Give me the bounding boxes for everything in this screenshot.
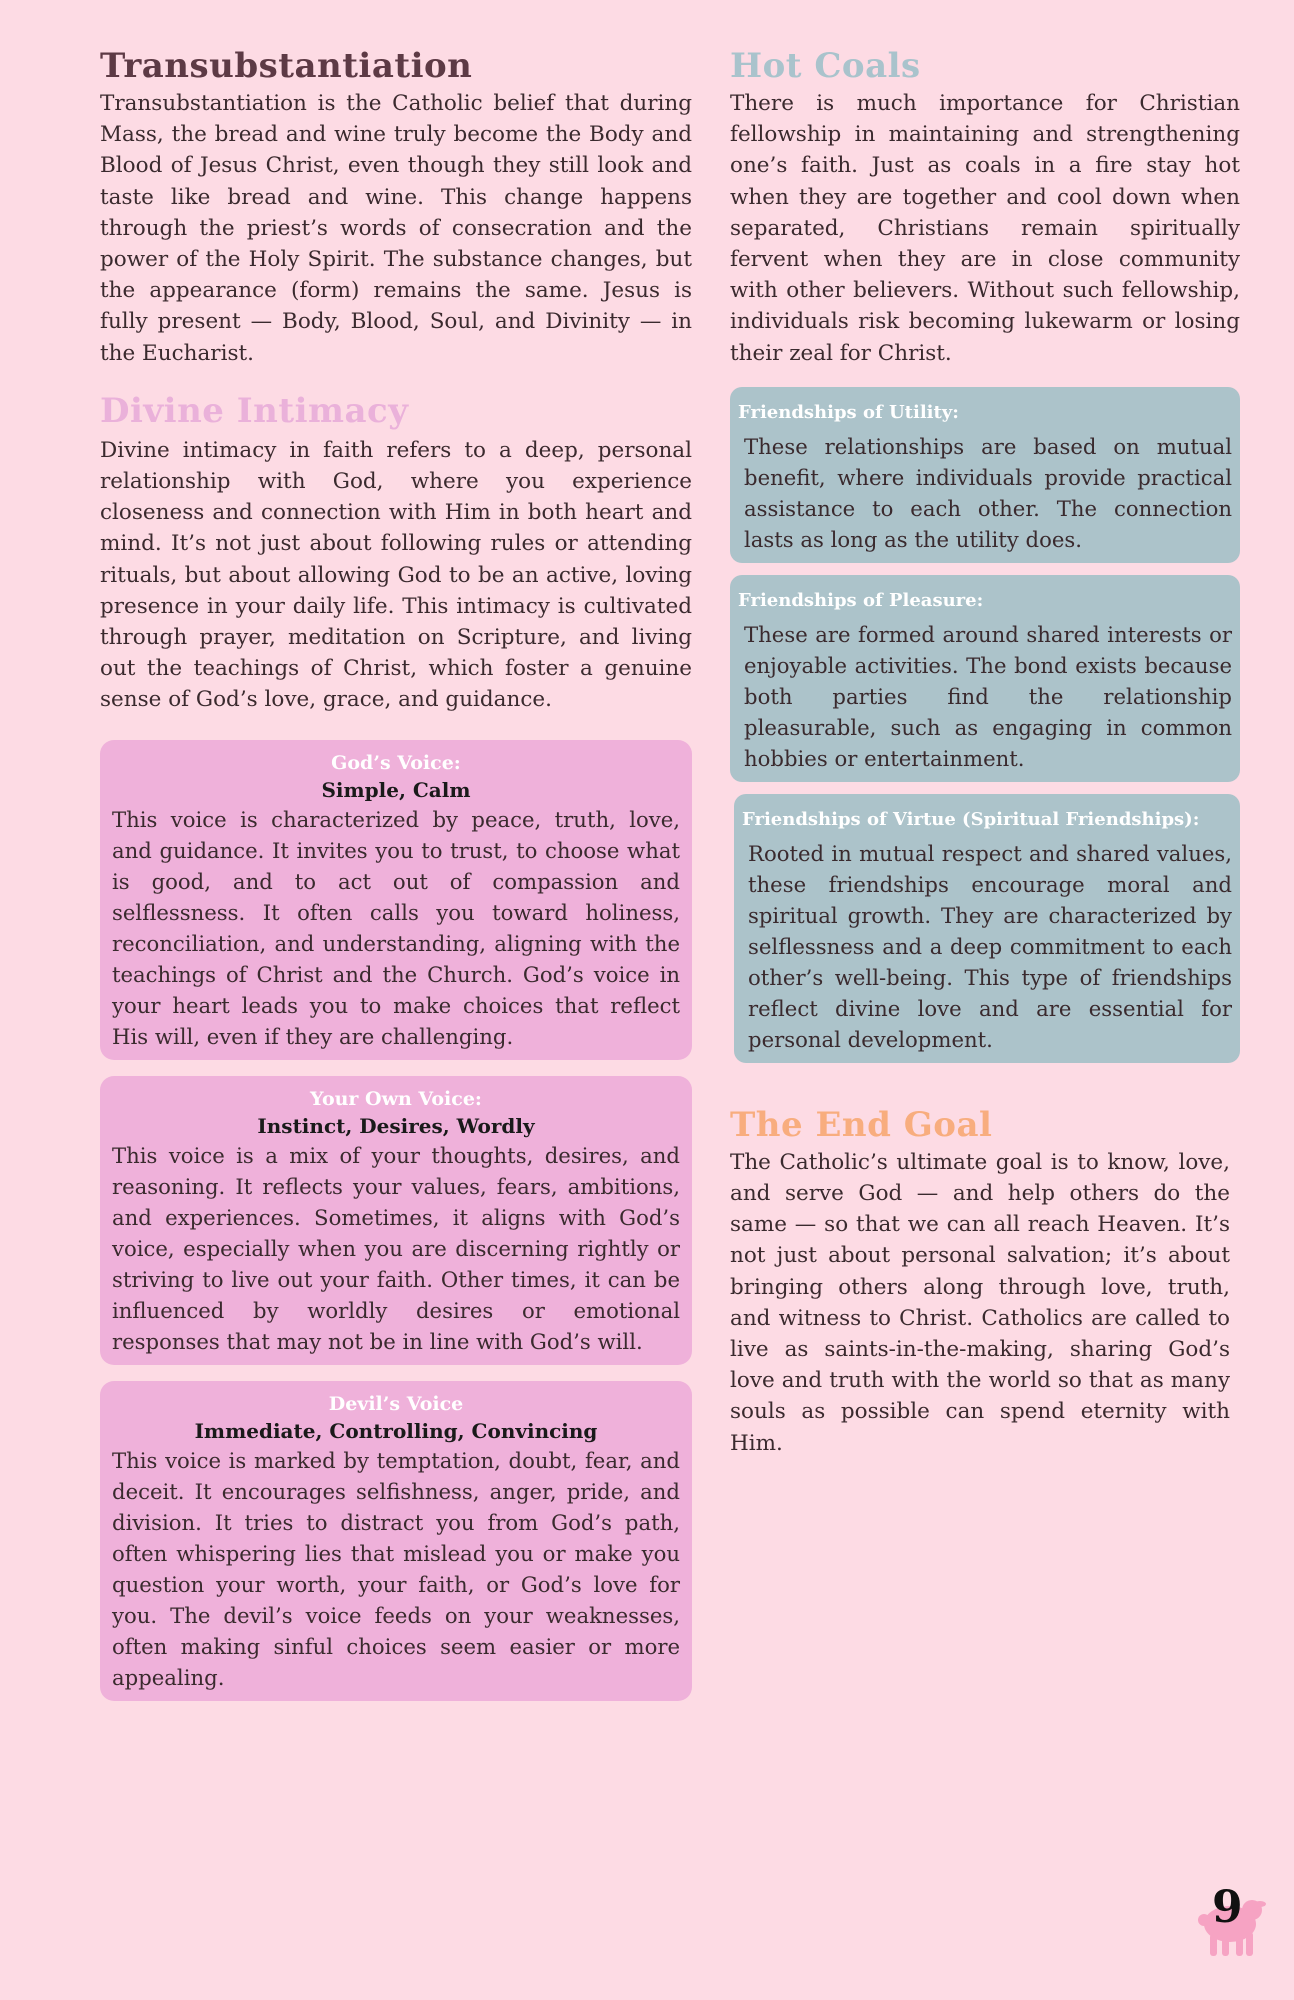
card-text: These are formed around shared interests or enjoyable activities. The bond exists because both parties find the relationship pleasurable, such as engaging in common hobbies or entertainment. (744, 621, 1232, 771)
section-title-hot-coals: Hot Coals (730, 46, 921, 86)
page-number: 9 (1212, 1882, 1243, 1933)
hot-coals-section (730, 44, 1240, 369)
hot-coals-text: There is much importance for Christian fellowship in maintaining and strengthening one’s faith. Just as coals in a fire stay hot when they are together and cool down when separated, Christians remain spiritually fervent when they are in close community with other believers. Without such fellowship, individuals risk becoming lukewarm or losing their zeal for Christ. (730, 91, 1240, 366)
friendship-utility-card (730, 387, 1240, 563)
own-voice-card (100, 1076, 692, 1365)
card-label: Friendships of Pleasure: (738, 589, 984, 611)
devils-voice-card (100, 1381, 692, 1701)
page-number-badge (1190, 1882, 1266, 1960)
card-subtitle: Instinct, Desires, Wordly (257, 1113, 535, 1138)
gods-voice-card (100, 740, 692, 1060)
section-title-divine-intimacy: Divine Intimacy (100, 390, 409, 431)
card-text: This voice is characterized by peace, truth, love, and guidance. It invites you to trust, to choose what is good, and to act out of compassion and selflessness. It often calls you toward holiness, reconciliation, and understanding, aligning with the teachings of Christ and the Church. God’s voice in your heart leads you to make choices that reflect His will, even if they are challenging. (112, 806, 680, 1049)
end-goal-section (730, 1103, 1240, 1459)
divine-intimacy-text: Divine intimacy in faith refers to a deep, personal relationship with God, where you experience closeness and connection with Him in both heart and mind. It’s not just about following rules or attending rituals, but about allowing God to be an active, loving presence in your daily life. This intimacy is cultivated through prayer, meditation on Scripture, and living out the teachings of Christ, which foster a genuine sense of God’s love, grace, and guidance. (100, 437, 692, 713)
section-title-transubstantiation: Transubstantiation (100, 46, 473, 86)
divine-intimacy-section (100, 389, 692, 716)
right-column (730, 44, 1240, 1459)
card-text: This voice is a mix of your thoughts, desires, and reasoning. It reflects your values, fears, ambitions, and experiences. Sometimes, it aligns with God’s voice, especially when you are discerning rightly or striving to live out your faith. Other times, it can be influenced by worldly desires or emotional responses that may not be in line with God’s will. (112, 1142, 680, 1354)
transubstantiation-section (100, 44, 692, 369)
card-subtitle: Simple, Calm (321, 777, 471, 802)
card-label: Your Own Voice: (310, 1087, 482, 1110)
transubstantiation-text: Transubstantiation is the Catholic belief that during Mass, the bread and wine truly become the Body and Blood of Jesus Christ, even though they still look and taste like bread and wine. This change happens through the priest’s words of consecration and the power of the Holy Spirit. The substance changes, but the appearance (form) remains the same. Jesus is fully present — Body, Blood, Soul, and Divinity — in the Eucharist. (100, 91, 692, 366)
card-label: Friendships of Utility: (738, 401, 959, 423)
card-text: This voice is marked by temptation, doubt, fear, and deceit. It encourages selfishness, anger, pride, and division. It tries to distract you from God’s path, often whispering lies that mislead you or make you question your worth, your faith, or God’s love for you. The devil’s voice feeds on your weaknesses, often making sinful choices seem easier or more appealing. (112, 1447, 680, 1690)
end-goal-text: The Catholic’s ultimate goal is to know, love, and serve God — and help others do the same — so that we can all reach Heaven. It’s not just about personal salvation; it’s about bringing others along through love, truth, and witness to Christ. Catholics are called to live as saints-in-the-making, sharing God’s love and truth with the world so that as many souls as possible can spend eternity with Him. (730, 1149, 1230, 1456)
section-title-end-goal: The End Goal (730, 1104, 993, 1145)
card-label: Devil’s Voice (328, 1392, 464, 1415)
card-text: Rooted in mutual respect and shared values, these friendships encourage moral and spiritual growth. They are characterized by selflessness and a deep commitment to each other’s well-being. This type of friendships reflect divine love and are essential for personal development. (748, 840, 1232, 1052)
friendship-virtue-card (734, 794, 1240, 1063)
left-column (100, 44, 692, 1701)
card-text: These relationships are based on mutual benefit, where individuals provide practical assistance to each other. The connection lasts as long as the utility does. (744, 433, 1232, 552)
card-label: God’s Voice: (331, 751, 461, 774)
friendship-pleasure-card (730, 575, 1240, 782)
card-label: Friendships of Virtue (Spiritual Friendships): (742, 808, 1200, 830)
card-subtitle: Immediate, Controlling, Convincing (194, 1418, 598, 1443)
